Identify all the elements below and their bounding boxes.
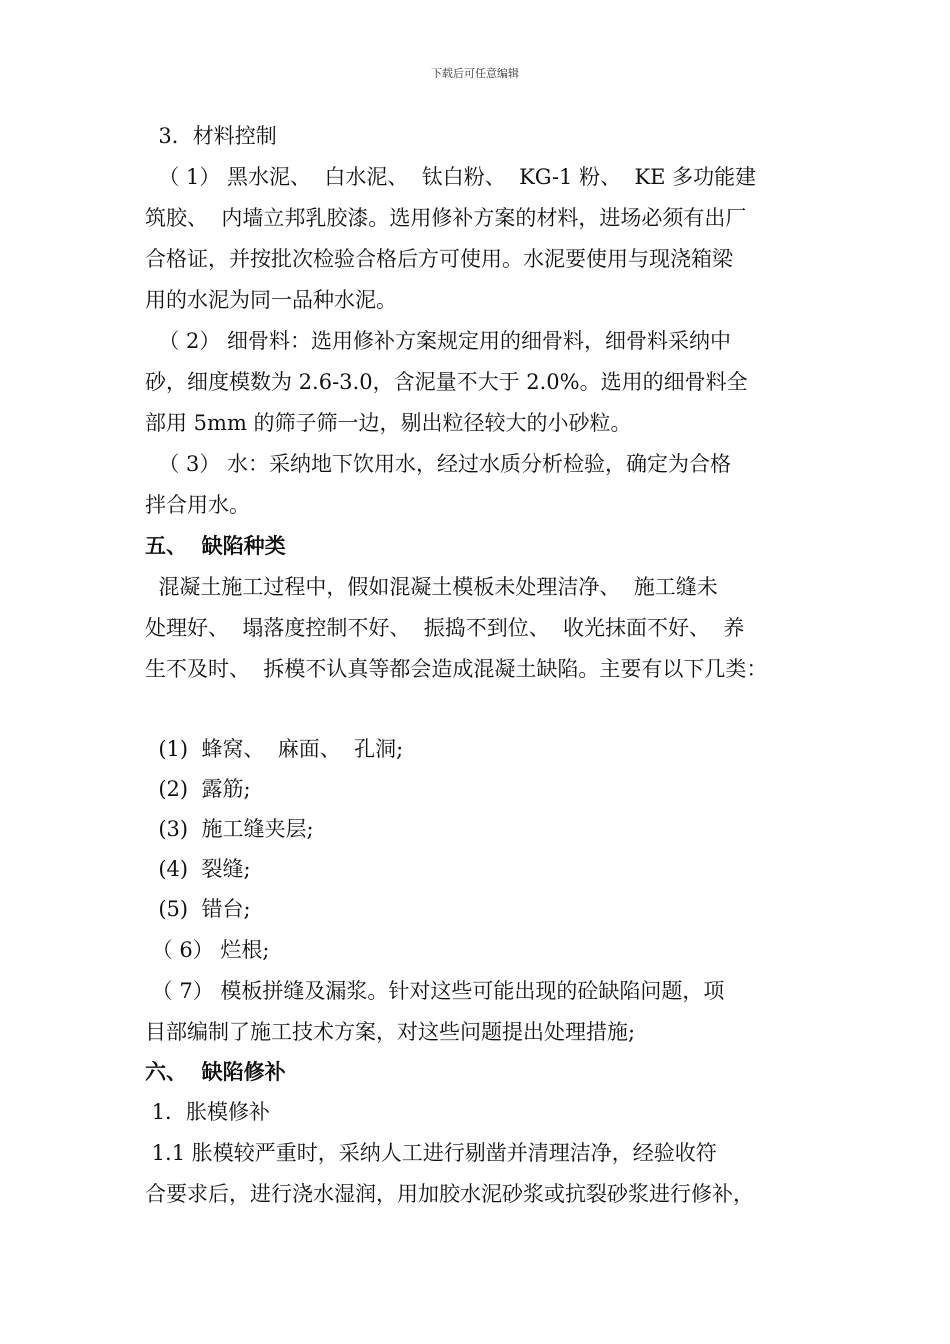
section-3-title: 3．材料控制 [145,124,277,148]
paragraph-line: （ 2） 细骨料：选用修补方案规定用的细骨料，细骨料采纳中 [145,329,732,353]
paragraph-line: 处理好、 塌落度控制不好、 振捣不到位、 收光抹面不好、 养 [145,616,745,640]
paragraph-line: 1.1 胀模较严重时，采纳人工进行剔凿并清理洁净，经验收符 [145,1141,717,1165]
paragraph-line: 混凝土施工过程中，假如混凝土模板未处理洁净、 施工缝未 [145,575,718,599]
paragraph-line: 合格证，并按批次检验合格后方可使用。水泥要使用与现浇箱梁 [145,247,733,271]
section-heading-defect-types: 五、 缺陷种类 [145,533,286,558]
paragraph-line: 合要求后，进行浇水湿润，用加胶水泥砂浆或抗裂砂浆进行修补， [145,1182,754,1206]
paragraph-line: （ 1） 黑水泥、 白水泥、 钛白粉、 KG-1 粉、 KE 多功能建 [145,165,757,189]
list-item: (3) 施工缝夹层; [145,817,314,841]
paragraph-line: 筑胶、 内墙立邦乳胶漆。选用修补方案的材料，进场必须有出厂 [145,206,747,230]
subsection-title: 1．胀模修补 [145,1100,271,1124]
list-item: （ 6） 烂根; [145,938,270,962]
paragraph-line: 用的水泥为同一品种水泥。 [145,288,397,312]
paragraph-line: 砂，细度模数为 2.6-3.0，含泥量不大于 2.0%。选用的细骨料全 [145,370,748,394]
list-item: （ 7） 模板拼缝及漏浆。针对这些可能出现的砼缺陷问题，项 [145,979,725,1003]
paragraph-line: 目部编制了施工技术方案，对这些问题提出处理措施; [145,1020,636,1044]
page-header: 下载后可任意编辑 [431,67,519,80]
paragraph-line: （ 3） 水：采纳地下饮用水，经过水质分析检验，确定为合格 [145,452,732,476]
paragraph-line: 部用 5mm 的筛子筛一边，剔出粒径较大的小砂粒。 [145,411,632,435]
list-item: (2) 露筋; [145,777,251,801]
section-heading-defect-repair: 六、 缺陷修补 [145,1059,286,1084]
paragraph-line: 拌合用水。 [145,493,250,517]
list-item: (4) 裂缝; [145,857,251,881]
paragraph-line: 生不及时、 拆模不认真等都会造成混凝土缺陷。主要有以下几类： [145,657,768,681]
list-item: (5) 错台; [145,897,251,921]
list-item: (1) 蜂窝、 麻面、 孔洞; [145,737,404,761]
